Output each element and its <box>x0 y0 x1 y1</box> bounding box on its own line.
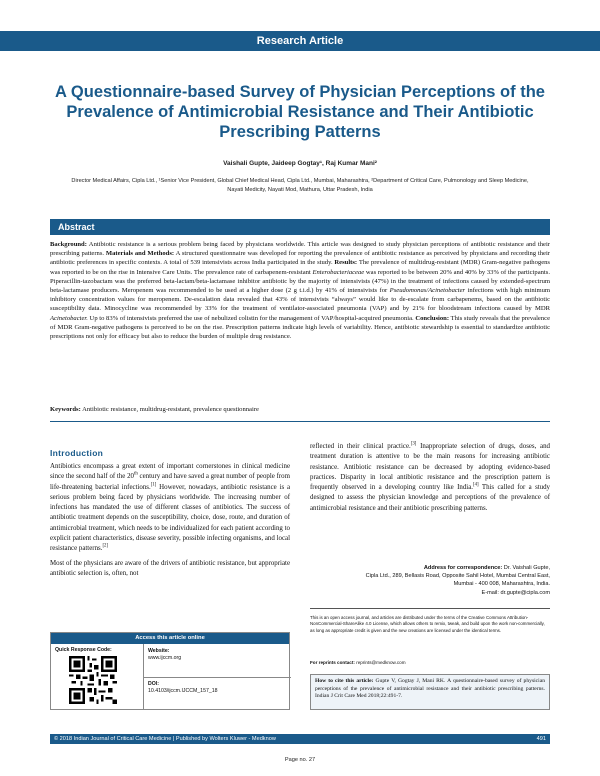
how-to-cite-text: Gupte V, Gogtay J, Mani RK. A questionnaire-based survey of physician perceptions of the prevalence of antimicrobial resistance and their antibiotic prescribing patterns. Indian J Crit Care Med 2018;22:491-7. <box>315 678 545 700</box>
access-online-heading: Access this article online <box>51 633 289 644</box>
abstract-methods-label: Materials and Methods: <box>105 250 175 258</box>
correspondence-address <box>310 564 550 597</box>
journal-footer <box>50 734 550 744</box>
intro-p1-sup: th <box>134 472 138 477</box>
abstract-results-d: Up to 83% of intensivists preferred the use of nebulized colistin for the management of VAP/hospital-acquired pneumonia. <box>87 314 416 322</box>
citation-ref-4[interactable]: [4] <box>472 482 479 488</box>
intro-r1-text-b: Inappropriate selection of drugs, doses, and treatment duration is attentive to be the main reasons for increasing antibiotic resistance. Antibiotic resistance can be decreased by adopting evidence-based practices. Disparity in local antibiotic resistance and the prescription pattern is frequently observed in a developing country like India. <box>310 443 550 492</box>
keywords-text: Antibiotic resistance, multidrug-resistant, prevalence questionnaire <box>80 406 259 413</box>
doi-info <box>148 681 218 695</box>
keywords <box>50 405 550 414</box>
correspondence-label: Address for correspondence: <box>423 565 503 571</box>
article-title: A Questionnaire-based Survey of Physician Perceptions of the Prevalence of Antimicrobial Resistance and Their Antibiotic Prescribing Patterns <box>55 83 545 141</box>
intro-p1-text-b: century and have saved a great number of people from life-threatening bacterial infections. <box>50 473 290 491</box>
website-label: Website: <box>148 648 170 654</box>
doi-link[interactable]: 10.4103/ijccm.IJCCM_157_18 <box>148 688 218 694</box>
article-type-banner: Research Article <box>0 31 600 51</box>
website-link[interactable]: www.ijccm.org <box>148 655 182 661</box>
intro-paragraph-1 <box>50 462 290 555</box>
abstract-conclusion: This study reveals that the prevalence of MDR Gram-negative pathogens is perceived to be on the rise. Prescription patterns indicate high levels of variability. Hence, antibiotic stewardship is essential to standardize antibiotic prescriptions not only for efficacy but also to reduce the burden of multiple drug resistance. <box>50 314 550 341</box>
introduction-heading: Introduction <box>50 448 104 458</box>
abstract-results-italic-2: Pseudomonas/Acinetobacter <box>389 287 466 295</box>
abstract-results-a: The prevalence of multidrug-resistant (MDR) Gram-negative pathogens was reported to be on the rise in Intensive Care Units. The prevalence rate of carbapenem-resistant <box>50 259 550 276</box>
intro-p1-text-a: Antibiotics encompass a great extent of important cornerstones in clinical medicine since the second half of the 20 <box>50 463 290 481</box>
correspondence-name: Dr. Vaishali Gupte, <box>502 565 550 571</box>
citation-ref-3[interactable]: [3] <box>410 441 417 447</box>
qr-code-icon[interactable] <box>69 656 117 704</box>
website-info <box>148 648 181 662</box>
correspondence-divider <box>310 608 550 609</box>
license-notice: This is an open access journal, and articles are distributed under the terms of the Creative Commons Attribution-NonCommercial-ShareAlike 4.0 License, which allows others to remix, tweak, and build upon the work non-commercially, as long as appropriate credit is given and the new creations are licensed under the identical terms. <box>310 615 545 633</box>
abstract-body <box>50 240 550 341</box>
how-to-cite-label: How to cite this article: <box>315 678 374 684</box>
abstract-background: Antibiotic resistance is a serious problem being faced by physicians worldwide. This article was designed to study physician perceptions of antibiotic resistance and their prescribing patterns. <box>50 241 550 258</box>
access-row-divider <box>143 677 291 678</box>
keywords-label: Keywords: <box>50 406 81 413</box>
keywords-divider <box>50 421 550 422</box>
intro-r1-text-c: This called for a study designed to assess the physician knowledge and perceptions of the prevalence of antimicrobial resistance and their antibiotic prescribing patterns. <box>310 484 551 512</box>
correspondence-line-3: Mumbai - 400 008, Maharashtra, India. <box>453 581 550 588</box>
introduction-left-column <box>50 462 290 579</box>
doi-label: DOI: <box>148 681 159 687</box>
reprints-label: For reprints contact: <box>310 660 355 665</box>
how-to-cite-box <box>310 674 550 710</box>
intro-r1-text-a: reflected in their clinical practice. <box>310 443 411 450</box>
abstract-results-label: Results: <box>334 259 358 267</box>
reprints-contact <box>310 660 550 665</box>
viewer-page-number: Page no. 27 <box>284 757 316 763</box>
abstract-results-italic-3: Acinetobacter. <box>50 314 88 322</box>
footer-page-number: 491 <box>536 736 546 742</box>
footer-copyright: © 2018 Indian Journal of Critical Care Medicine | Published by Wolters Kluwer - Medknow <box>54 736 276 742</box>
correspondence-line-2: Cipla Ltd., 289, Bellasis Road, Opposite Sahil Hotel, Mumbai Central East, <box>365 573 550 580</box>
abstract-background-label: Background: <box>50 241 87 248</box>
intro-p1-text-c: However, nowadays, antibiotic resistance is a serious problem being faced by physicians worldwide. The increasing number of infections has mandated the use of different classes of antibiotics. The success of antibiotic treatment depends on the susceptibility, choice, dose, route, and duration of antimicrobial treatment, which needs to be individualized for each patient according to explicit patient characteristics, disease severity, possible infecting organisms, and local resistance patterns. <box>50 483 290 553</box>
introduction-right-column <box>310 442 550 514</box>
intro-paragraph-2: Most of the physicians are aware of the drivers of antibiotic resistance, but appropriate antibiotic selection is, often, not <box>50 559 290 577</box>
reprints-email[interactable]: reprints@medknow.com <box>354 660 406 665</box>
abstract-conclusion-label: Conclusion: <box>415 314 450 322</box>
citation-ref-1[interactable]: [1] <box>150 482 157 488</box>
intro-paragraph-3 <box>310 442 550 514</box>
abstract-results-c: infections with high minimum inhibitory concentration values for meropenem. De-escalation data revealed that 43% of intensivists “always” would like to de-escalate from carbapenems, based on the antibiotic susceptibility data. Minocycline was recommended by 33% for the treatment of ventilator-associated pneumonia (VAP) and by 21% for bloodstream infections caused by MDR <box>50 287 550 313</box>
abstract-heading: Abstract <box>50 219 550 235</box>
abstract-results-b: was reported to be between 20% and 40% by 33% of the participants. Piperacillin-tazobactam was the preferred beta-lactam/beta-lactamase inhibitor antibiotic by the majority of intensivists (47%) in the treatment of infections caused by extended-spectrum beta-lactamase producers. Meropenem was recommended to be used at a higher dose (2 g t.i.d.) by 41% of intensivists for <box>50 268 550 295</box>
correspondence-email[interactable]: E-mail: dr.gupte@cipla.com <box>481 589 550 596</box>
abstract-results-italic-1: Enterobacteriaceae <box>312 268 365 276</box>
qr-code-label: Quick Response Code: <box>55 647 112 653</box>
author-list: Vaishali Gupte, Jaideep Gogtay¹, Raj Kumar Mani² <box>223 160 377 167</box>
access-online-box <box>50 632 290 710</box>
citation-ref-2[interactable]: [2] <box>102 544 109 550</box>
abstract-methods: A structured questionnaire was developed for reporting the prevalence of antibiotic resistance as perceived by physicians and recording their antibiotic preferences in specific contexts. A total of 539 intensivists across India participated in the study. <box>50 250 550 267</box>
author-affiliations: Director Medical Affairs, Cipla Ltd., ¹Senior Vice President, Global Chief Medical Head, Cipla Ltd., Mumbai, Maharashtra, ²Department of Critical Care, Pulmonology and Sleep Medicine, Nayati Medicity, Nayati Mod, Mathura, Uttar Pradesh, India <box>71 178 529 193</box>
